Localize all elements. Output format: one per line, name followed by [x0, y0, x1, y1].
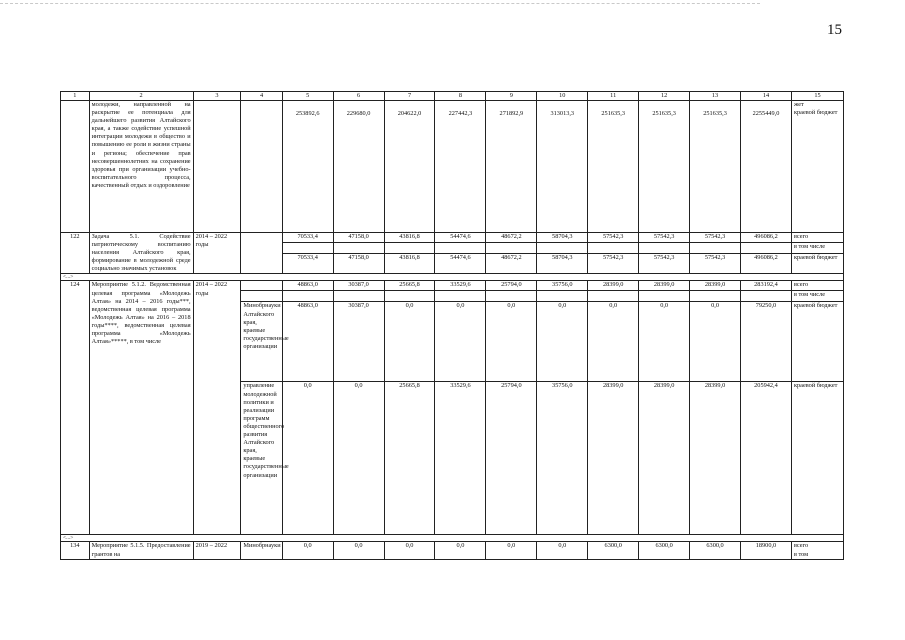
r122-budget: 58704,3 — [537, 254, 588, 274]
r124-exec1-value: 0,0 — [486, 302, 537, 382]
r124-exec1-label: краевой бюджет — [791, 302, 843, 382]
r124-total: 28399,0 — [639, 281, 690, 291]
r122-total: 54474,6 — [435, 233, 486, 243]
r124-exec1-value: 0,0 — [537, 302, 588, 382]
ellipsis-row — [61, 535, 844, 542]
scan-artifact-line — [0, 3, 760, 6]
r124-exec2-value: 28399,0 — [588, 382, 639, 535]
r134-value: 6300,0 — [639, 542, 690, 559]
r122-budget: 48672,2 — [486, 254, 537, 274]
ellipsis-row — [61, 274, 844, 281]
r124-exec1-value: 0,0 — [384, 302, 435, 382]
row-124-period: 2014 – 2022 годы — [193, 281, 241, 535]
r124-exec2-value: 25794,0 — [486, 382, 537, 535]
cont-value: 313013,3 — [537, 101, 588, 233]
r124-incl-label: в том числе — [791, 291, 843, 302]
r134-value: 0,0 — [435, 542, 486, 559]
r122-budget: 57542,3 — [690, 254, 741, 274]
r124-exec1-value: 0,0 — [588, 302, 639, 382]
r122-total: 57542,3 — [588, 233, 639, 243]
r122-total: 70533,4 — [282, 233, 333, 243]
r122-budget: 496086,2 — [741, 254, 792, 274]
row-134-period: 2019 – 2022 — [193, 542, 241, 559]
r124-exec1-name: Минобрнауки Алтайского края, краевые государственные организации — [241, 302, 282, 382]
r134-value: 0,0 — [384, 542, 435, 559]
r134-value: 0,0 — [333, 542, 384, 559]
cont-value: 253892,6 — [282, 101, 333, 233]
column-header: 10 — [537, 92, 588, 101]
r122-total: 496086,2 — [741, 233, 792, 243]
r124-total: 25794,0 — [486, 281, 537, 291]
r124-exec2-value: 0,0 — [282, 382, 333, 535]
r122-budget-label: краевой бюджет — [791, 254, 843, 274]
r134-value: 0,0 — [486, 542, 537, 559]
r124-exec2-value: 28399,0 — [639, 382, 690, 535]
r124-total: 35756,0 — [537, 281, 588, 291]
r124-exec2-value: 0,0 — [333, 382, 384, 535]
r124-exec2-value: 35756,0 — [537, 382, 588, 535]
r122-total: 58704,3 — [537, 233, 588, 243]
r124-total-label: всего — [791, 281, 843, 291]
r122-budget: 43816,8 — [384, 254, 435, 274]
r122-budget: 47158,0 — [333, 254, 384, 274]
r134-value: 6300,0 — [588, 542, 639, 559]
r122-incl-label: в том числе — [791, 243, 843, 254]
row-number: 134 — [61, 542, 90, 559]
r124-exec1-value: 30387,0 — [333, 302, 384, 382]
column-header: 2 — [89, 92, 193, 101]
cont-value: 271892,9 — [486, 101, 537, 233]
table-row-124-total — [61, 281, 844, 291]
cont-source: жет краевой бюджет — [791, 101, 843, 233]
r122-total-label: всего — [791, 233, 843, 243]
ellipsis-marker: <...> — [61, 274, 844, 281]
r124-exec2-label: краевой бюджет — [791, 382, 843, 535]
row-122-period: 2014 – 2022 годы — [193, 233, 241, 274]
r124-total: 30387,0 — [333, 281, 384, 291]
r134-value: 6300,0 — [690, 542, 741, 559]
continuation-description: молодежи, направленной на раскрытие ее потенциала для дальнейшего развития Алтайского края, а также содействие успешной интеграции молодежи в общество и повышению ее роли в жизни страны и региона; обеспечение прав несовершеннолетних на сохранение здоровья при организации учебно-воспитательного процесса, качественный отдых и оздоровление — [89, 101, 193, 233]
column-header: 4 — [241, 92, 282, 101]
row-134-description: Мероприятие 5.1.5. Предоставление грантов на — [89, 542, 193, 559]
page-number: 15 — [827, 22, 842, 38]
r122-budget: 57542,3 — [639, 254, 690, 274]
cont-value: 227442,3 — [435, 101, 486, 233]
ellipsis-marker: <...> — [61, 535, 844, 542]
r124-exec1-value: 0,0 — [690, 302, 741, 382]
r124-exec1-value: 0,0 — [435, 302, 486, 382]
column-header: 15 — [791, 92, 843, 101]
r124-total: 33529,6 — [435, 281, 486, 291]
budget-table — [60, 91, 844, 560]
r124-total: 28399,0 — [690, 281, 741, 291]
column-header: 6 — [333, 92, 384, 101]
r124-exec1-value: 79250,0 — [741, 302, 792, 382]
row-124-description: Мероприятие 5.1.2. Ведомственная целевая программа «Молодежь Алтая» на 2014 – 2016 годы***, ведомственная целевая программа «Молодежь Алтая» на 2016 – 2018 годы****, ведомственная целевая программа «Молодежь Алтая»*****, в том числе — [89, 281, 193, 535]
column-header: 9 — [486, 92, 537, 101]
column-header: 1 — [61, 92, 90, 101]
r124-exec1-value: 48863,0 — [282, 302, 333, 382]
r124-total: 28399,0 — [588, 281, 639, 291]
cont-value: 251635,3 — [588, 101, 639, 233]
r124-total: 48863,0 — [282, 281, 333, 291]
column-header: 7 — [384, 92, 435, 101]
cont-value: 2255449,0 — [741, 101, 792, 233]
column-header: 11 — [588, 92, 639, 101]
r134-value: 0,0 — [537, 542, 588, 559]
r122-budget: 57542,3 — [588, 254, 639, 274]
r122-total: 57542,3 — [639, 233, 690, 243]
row-number: 122 — [61, 233, 90, 274]
r122-total: 43816,8 — [384, 233, 435, 243]
column-header: 8 — [435, 92, 486, 101]
r124-exec2-name: управление молодежной политики и реализации программ общественного развития Алтайского края, краевые государственные организации — [241, 382, 282, 535]
column-header: 3 — [193, 92, 241, 101]
r122-total: 47158,0 — [333, 233, 384, 243]
column-header: 12 — [639, 92, 690, 101]
r124-exec2-value: 33529,6 — [435, 382, 486, 535]
r122-budget: 70533,4 — [282, 254, 333, 274]
r134-label: всего в том — [791, 542, 843, 559]
table-row-134 — [61, 542, 844, 559]
r122-budget: 54474,6 — [435, 254, 486, 274]
cont-value: 204622,0 — [384, 101, 435, 233]
r124-exec2-value: 25665,8 — [384, 382, 435, 535]
cont-value: 251635,3 — [690, 101, 741, 233]
cont-value: 229680,0 — [333, 101, 384, 233]
column-header: 13 — [690, 92, 741, 101]
row-134-exec: Минобрнауки — [241, 542, 282, 559]
table-row-continuation — [61, 101, 844, 233]
r124-total: 25665,8 — [384, 281, 435, 291]
table-header-row — [61, 92, 844, 101]
r124-exec2-value: 205942,4 — [741, 382, 792, 535]
r124-total: 283192,4 — [741, 281, 792, 291]
r134-value: 0,0 — [282, 542, 333, 559]
r122-total: 57542,3 — [690, 233, 741, 243]
column-header: 5 — [282, 92, 333, 101]
r124-exec1-value: 0,0 — [639, 302, 690, 382]
table-row-122-total — [61, 233, 844, 243]
row-122-description: Задача 5.1. Содействие патриотическому воспитанию населения Алтайского края, формирование в молодежной среде социально значимых установок — [89, 233, 193, 274]
column-header: 14 — [741, 92, 792, 101]
r134-value: 18900,0 — [741, 542, 792, 559]
row-number: 124 — [61, 281, 90, 535]
r122-total: 48672,2 — [486, 233, 537, 243]
r124-exec2-value: 28399,0 — [690, 382, 741, 535]
cont-value: 251635,3 — [639, 101, 690, 233]
